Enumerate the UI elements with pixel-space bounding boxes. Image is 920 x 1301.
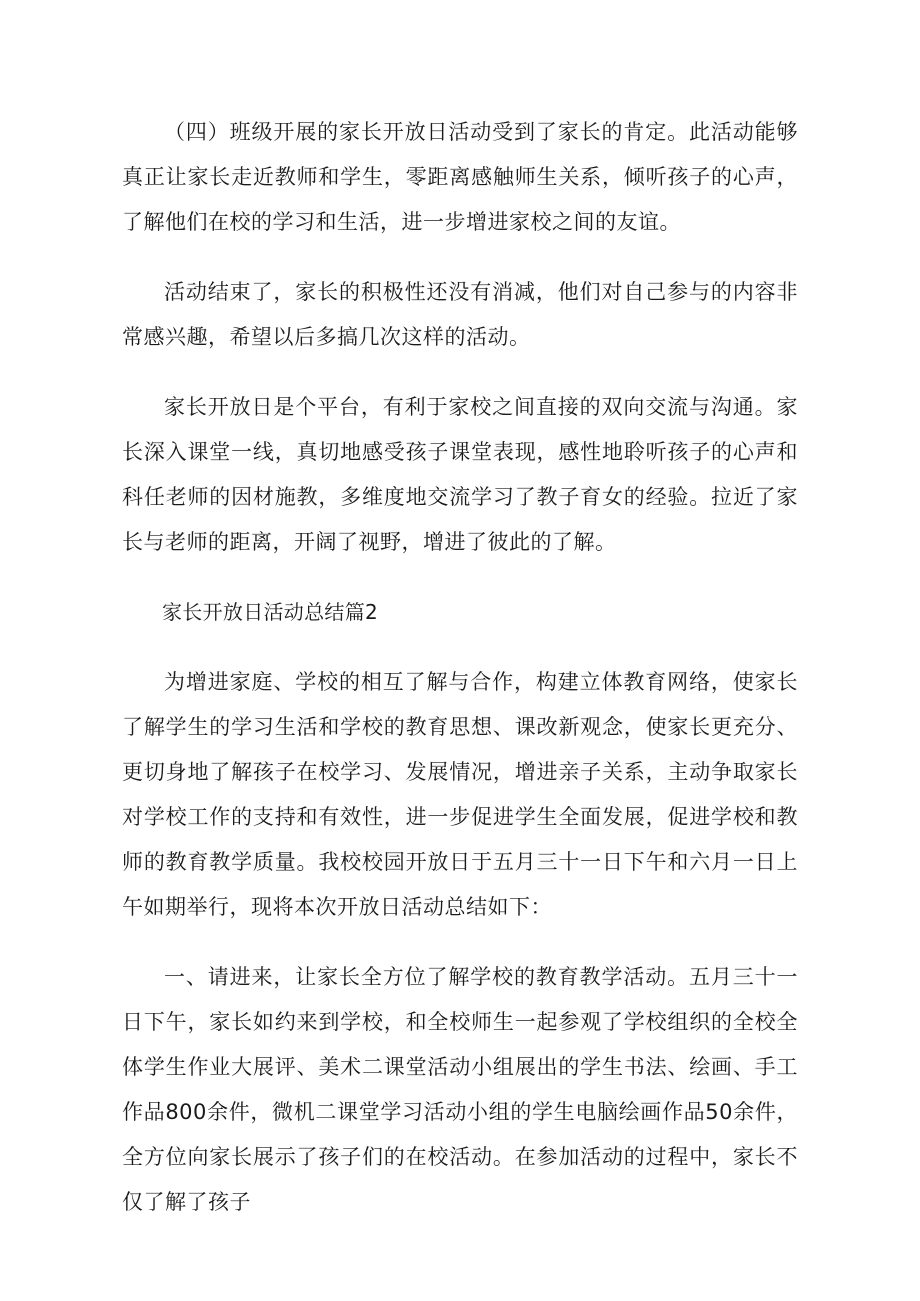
document-body: [122, 110, 798, 1225]
paragraph-section-point-one: 一、请进来，让家长全方位了解学校的教育教学活动。五月三十一日下午，家长如约来到学校，和全校师生一起参观了学校组织的全校全体学生作业大展评、美术二课堂活动小组展出的学生书法、绘画、手工作品800余件，微机二课堂学习活动小组的学生电脑绘画作品50余件，全方位向家长展示了孩子们的在校活动。在参加活动的过程中，家长不仅了解了孩子: [122, 965, 798, 1214]
paragraph-parents-enthusiasm: 活动结束了，家长的积极性还没有消减，他们对自己参与的内容非常感兴趣，希望以后多搞几次这样的活动。: [122, 280, 798, 349]
section-heading: 家长开放日活动总结篇2: [162, 600, 379, 624]
paragraph-class-open-day-praise: （四）班级开展的家长开放日活动受到了家长的肯定。此活动能够真正让家长走近教师和学生，零距离感触师生关系，倾听孩子的心声，了解他们在校的学习和生活，进一步增进家校之间的友谊。: [122, 120, 798, 234]
paragraph-section-intro: 为增进家庭、学校的相互了解与合作，构建立体教育网络，使家长了解学生的学习生活和学校的教育思想、课改新观念，使家长更充分、更切身地了解孩子在校学习、发展情况，增进亲子关系，主动争取家长对学校工作的支持和有效性，进一步促进学生全面发展，促进学校和教师的教育教学质量。我校校园开放日于五月三十一日下午和六月一日上午如期举行，现将本次开放日活动总结如下：: [122, 670, 798, 919]
paragraph-open-day-platform: 家长开放日是个平台，有利于家校之间直接的双向交流与沟通。家长深入课堂一线，真切地感受孩子课堂表现，感性地聆听孩子的心声和科任老师的因材施教，多维度地交流学习了教子育女的经验。拉近了家长与老师的距离，开阔了视野，增进了彼此的了解。: [122, 395, 798, 554]
